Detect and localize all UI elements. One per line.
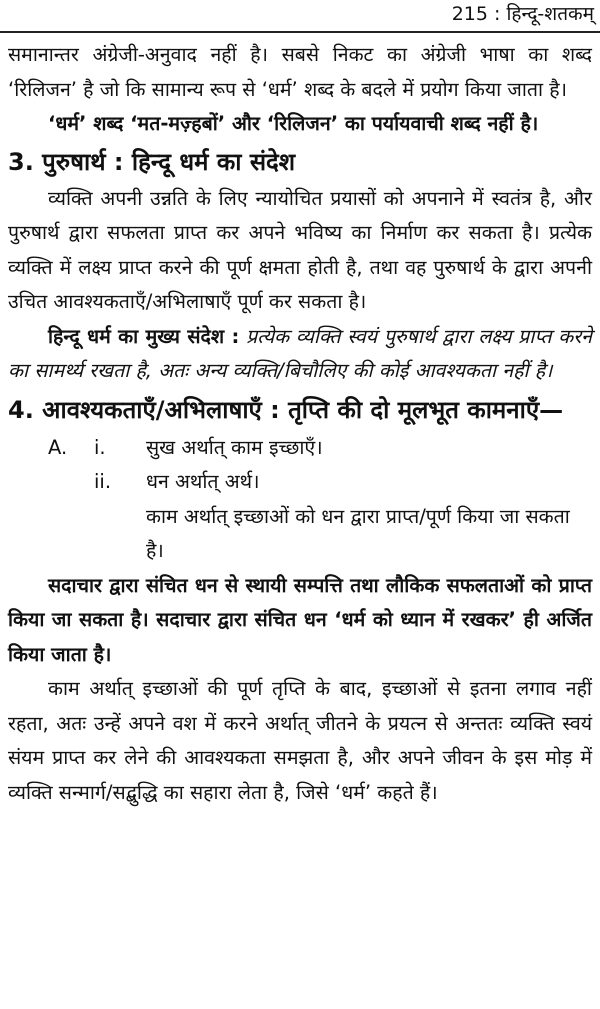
header-rule bbox=[0, 31, 600, 33]
paragraph-5: सदाचार द्वारा संचित धन से स्थायी सम्पत्ति तथा लौकिक सफलताओं को प्राप्त किया जा सकता है। सदाचार द्वारा संचित धन ‘धर्म को ध्यान में रखकर’ ही अर्जित किया जाता है। bbox=[8, 573, 592, 666]
section-heading-3: 3. पुरुषार्थ : हिन्दू धर्म का संदेश bbox=[8, 147, 296, 176]
paragraph-3: व्यक्ति अपनी उन्नति के लिए न्यायोचित प्रयासों को अपनाने में स्वतंत्र है, और पुरुषार्थ द्वारा सफलता प्राप्त कर अपने भविष्य का निर्माण कर सकता है। प्रत्येक व्यक्ति में लक्ष्य प्राप्त करने की पूर्ण क्षमता होती है, तथा वह पुरुषार्थ के द्वारा अपनी उचित आवश्यकताएँ/अभिलाषाएँ पूर्ण कर सकता है। bbox=[8, 186, 592, 313]
list-item-text: धन अर्थात् अर्थ। bbox=[146, 470, 260, 493]
section-heading-4: 4. आवश्यकताएँ/अभिलाषाएँ : तृप्ति की दो मूलभूत कामनाएँ— bbox=[8, 395, 564, 424]
paragraph-1: समानान्तर अंग्रेजी-अनुवाद नहीं है। सबसे निकट का अंग्रेजी भाषा का शब्द ‘रिलिजन’ है जो कि सामान्य रूप से ‘धर्म’ शब्द के बदले में प्रयोग किया जाता है। bbox=[8, 43, 592, 101]
page-body bbox=[8, 38, 592, 810]
list-item-text: सुख अर्थात् काम इच्छाएँ। bbox=[146, 435, 323, 459]
list-marker-ii: ii. bbox=[94, 470, 112, 493]
list-item bbox=[8, 465, 592, 500]
list-marker-a: A. bbox=[48, 435, 68, 459]
list-item bbox=[8, 431, 592, 466]
main-message-label: हिन्दू धर्म का मुख्य संदेश : bbox=[48, 324, 240, 348]
list-marker-i: i. bbox=[94, 435, 106, 459]
paragraph-6: काम अर्थात् इच्छाओं की पूर्ण तृप्ति के बाद, इच्छाओं से इतना लगाव नहीं रहता, अतः उन्हें अपने वश में करने अर्थात् जीतने के प्रयत्न से अन्ततः व्यक्ति स्वयं संयम प्राप्त कर लेने की आवश्यकता समझता है, और अपने जीवन के इस मोड़ में व्यक्ति सन्मार्ग/सद्बुद्धि का सहारा लेता है, जिसे ‘धर्म’ कहते हैं। bbox=[8, 677, 592, 804]
main-message-text: प्रत्येक व्यक्ति स्वयं पुरुषार्थ द्वारा लक्ष्य प्राप्त करने का सामर्थ्य रखता है, अतः अन्य व्यक्ति/बिचौलिए की कोई आवश्यकता नहीं है। bbox=[8, 324, 593, 382]
desires-list bbox=[8, 431, 592, 569]
paragraph-4 bbox=[8, 320, 592, 389]
list-continuation: काम अर्थात् इच्छाओं को धन द्वारा प्राप्त/पूर्ण किया जा सकता है। bbox=[146, 504, 570, 562]
running-header: 215 : हिन्दू-शतकम् bbox=[451, 3, 594, 25]
paragraph-2: ‘धर्म’ शब्द ‘मत-मज़्हबों’ और ‘रिलिजन’ का पर्यायवाची शब्द नहीं है। bbox=[48, 112, 539, 135]
